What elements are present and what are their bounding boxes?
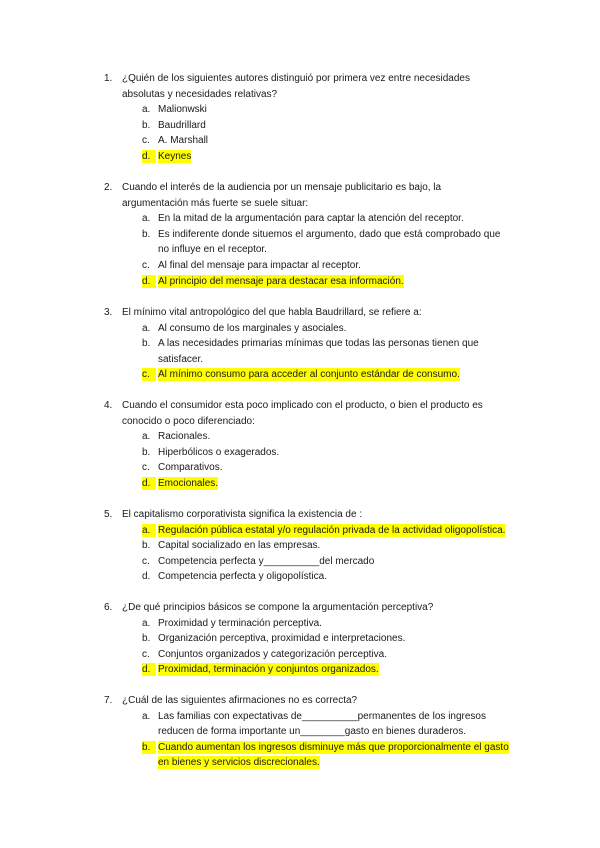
option-letter: a. [142, 104, 151, 116]
option-letter: b. [142, 338, 151, 350]
option-text: Malionwski [158, 104, 207, 116]
option-letter: a. [142, 322, 151, 334]
question-text: ¿Quién de los siguientes autores distinguió por primera vez entre necesidades [122, 73, 470, 84]
option-text-highlighted: Proximidad, terminación y conjuntos organizados. [158, 664, 379, 676]
option-text: En la mitad de la argumentación para captar la atención del receptor. [158, 213, 464, 225]
question-number: 6. [104, 602, 113, 613]
question-number: 4. [104, 400, 113, 411]
option-text: Baudrillard [158, 119, 206, 131]
question-text: ¿De qué principios básicos se compone la argumentación perceptiva? [122, 602, 434, 613]
option-text-highlighted: Keynes [158, 151, 192, 162]
option-text: A. Marshall [158, 135, 209, 147]
option-letter: b. [142, 633, 151, 645]
question-text: argumentación más fuerte se suele situar: [122, 197, 309, 209]
option-text: Capital socializado en las empresas. [158, 540, 321, 552]
option-text: satisfacer. [158, 353, 204, 365]
option-letter: c. [142, 462, 150, 474]
option-letter: d. [142, 663, 156, 676]
option-text-highlighted: Al mínimo consumo para acceder al conjunto estándar de consumo. [158, 369, 460, 381]
option-text: no influye en el receptor. [158, 244, 267, 256]
question-text: Cuando el interés de la audiencia por un mensaje publicitario es bajo, la [122, 182, 442, 193]
option-text: A las necesidades primarias mínimas que todas las personas tienen que [158, 338, 479, 350]
question-number: 3. [104, 307, 113, 318]
option-letter: c. [142, 135, 150, 147]
option-text: Competencia perfecta y oligopolística. [158, 571, 327, 583]
option-text-highlighted: en bienes y servicios discrecionales. [158, 757, 320, 769]
question-text: El mínimo vital antropológico del que habla Baudrillard, se refiere a: [122, 307, 422, 318]
option-letter: d. [142, 275, 156, 288]
question-number: 7. [104, 695, 113, 706]
option-letter: c. [142, 555, 150, 567]
option-text: Hiperbólicos o exagerados. [158, 446, 280, 458]
question-number: 1. [104, 73, 113, 84]
option-letter: b. [142, 228, 151, 240]
option-text-highlighted: Emocionales. [158, 478, 219, 489]
option-text: Competencia perfecta y__________del mercado [158, 555, 375, 567]
option-letter: b. [142, 446, 151, 458]
question-text: El capitalismo corporativista significa la existencia de : [122, 509, 363, 520]
option-letter: c. [142, 648, 150, 660]
option-text-highlighted: Al principio del mensaje para destacar esa información. [158, 275, 404, 287]
option-text: Las familias con expectativas de__________permanentes de los ingresos [158, 710, 486, 722]
option-letter: a. [142, 213, 151, 225]
option-text-highlighted: Cuando aumentan los ingresos disminuye más que proporcionalmente el gasto [158, 741, 509, 753]
option-text: Conjuntos organizados y categorización perceptiva. [158, 648, 388, 660]
option-letter: a. [142, 431, 151, 443]
option-letter: d. [142, 150, 156, 163]
option-letter: b. [142, 540, 151, 552]
option-letter: d. [142, 571, 151, 583]
question-text: absolutas y necesidades relativas? [122, 88, 278, 100]
option-letter: a. [142, 524, 156, 537]
option-letter: b. [142, 119, 151, 131]
question-number: 5. [104, 509, 113, 520]
option-text: Al final del mensaje para impactar al receptor. [158, 260, 361, 271]
question-text: conocido o poco diferenciado: [122, 415, 255, 427]
option-letter: d. [142, 477, 156, 490]
question-text: ¿Cuál de las siguientes afirmaciones no es correcta? [122, 695, 358, 706]
option-text-highlighted: Regulación pública estatal y/o regulación privada de la actividad oligopolística. [158, 524, 506, 536]
option-text: Es indiferente donde situemos el argumento, dado que está comprobado que [158, 228, 501, 240]
option-text: reducen de forma importante un________gasto en bienes duraderos. [158, 726, 466, 738]
option-text: Racionales. [158, 431, 211, 443]
option-text: Al consumo de los marginales y asociales. [158, 322, 347, 334]
option-letter: a. [142, 710, 151, 722]
option-letter: c. [142, 368, 156, 381]
option-text: Proximidad y terminación perceptiva. [158, 617, 322, 629]
option-letter: c. [142, 260, 150, 271]
option-letter: b. [142, 741, 156, 754]
option-text: Organización perceptiva, proximidad e interpretaciones. [158, 633, 406, 645]
question-text: Cuando el consumidor esta poco implicado con el producto, o bien el producto es [122, 400, 483, 411]
option-text: Comparativos. [158, 462, 223, 474]
question-number: 2. [104, 182, 113, 193]
option-letter: a. [142, 617, 151, 629]
